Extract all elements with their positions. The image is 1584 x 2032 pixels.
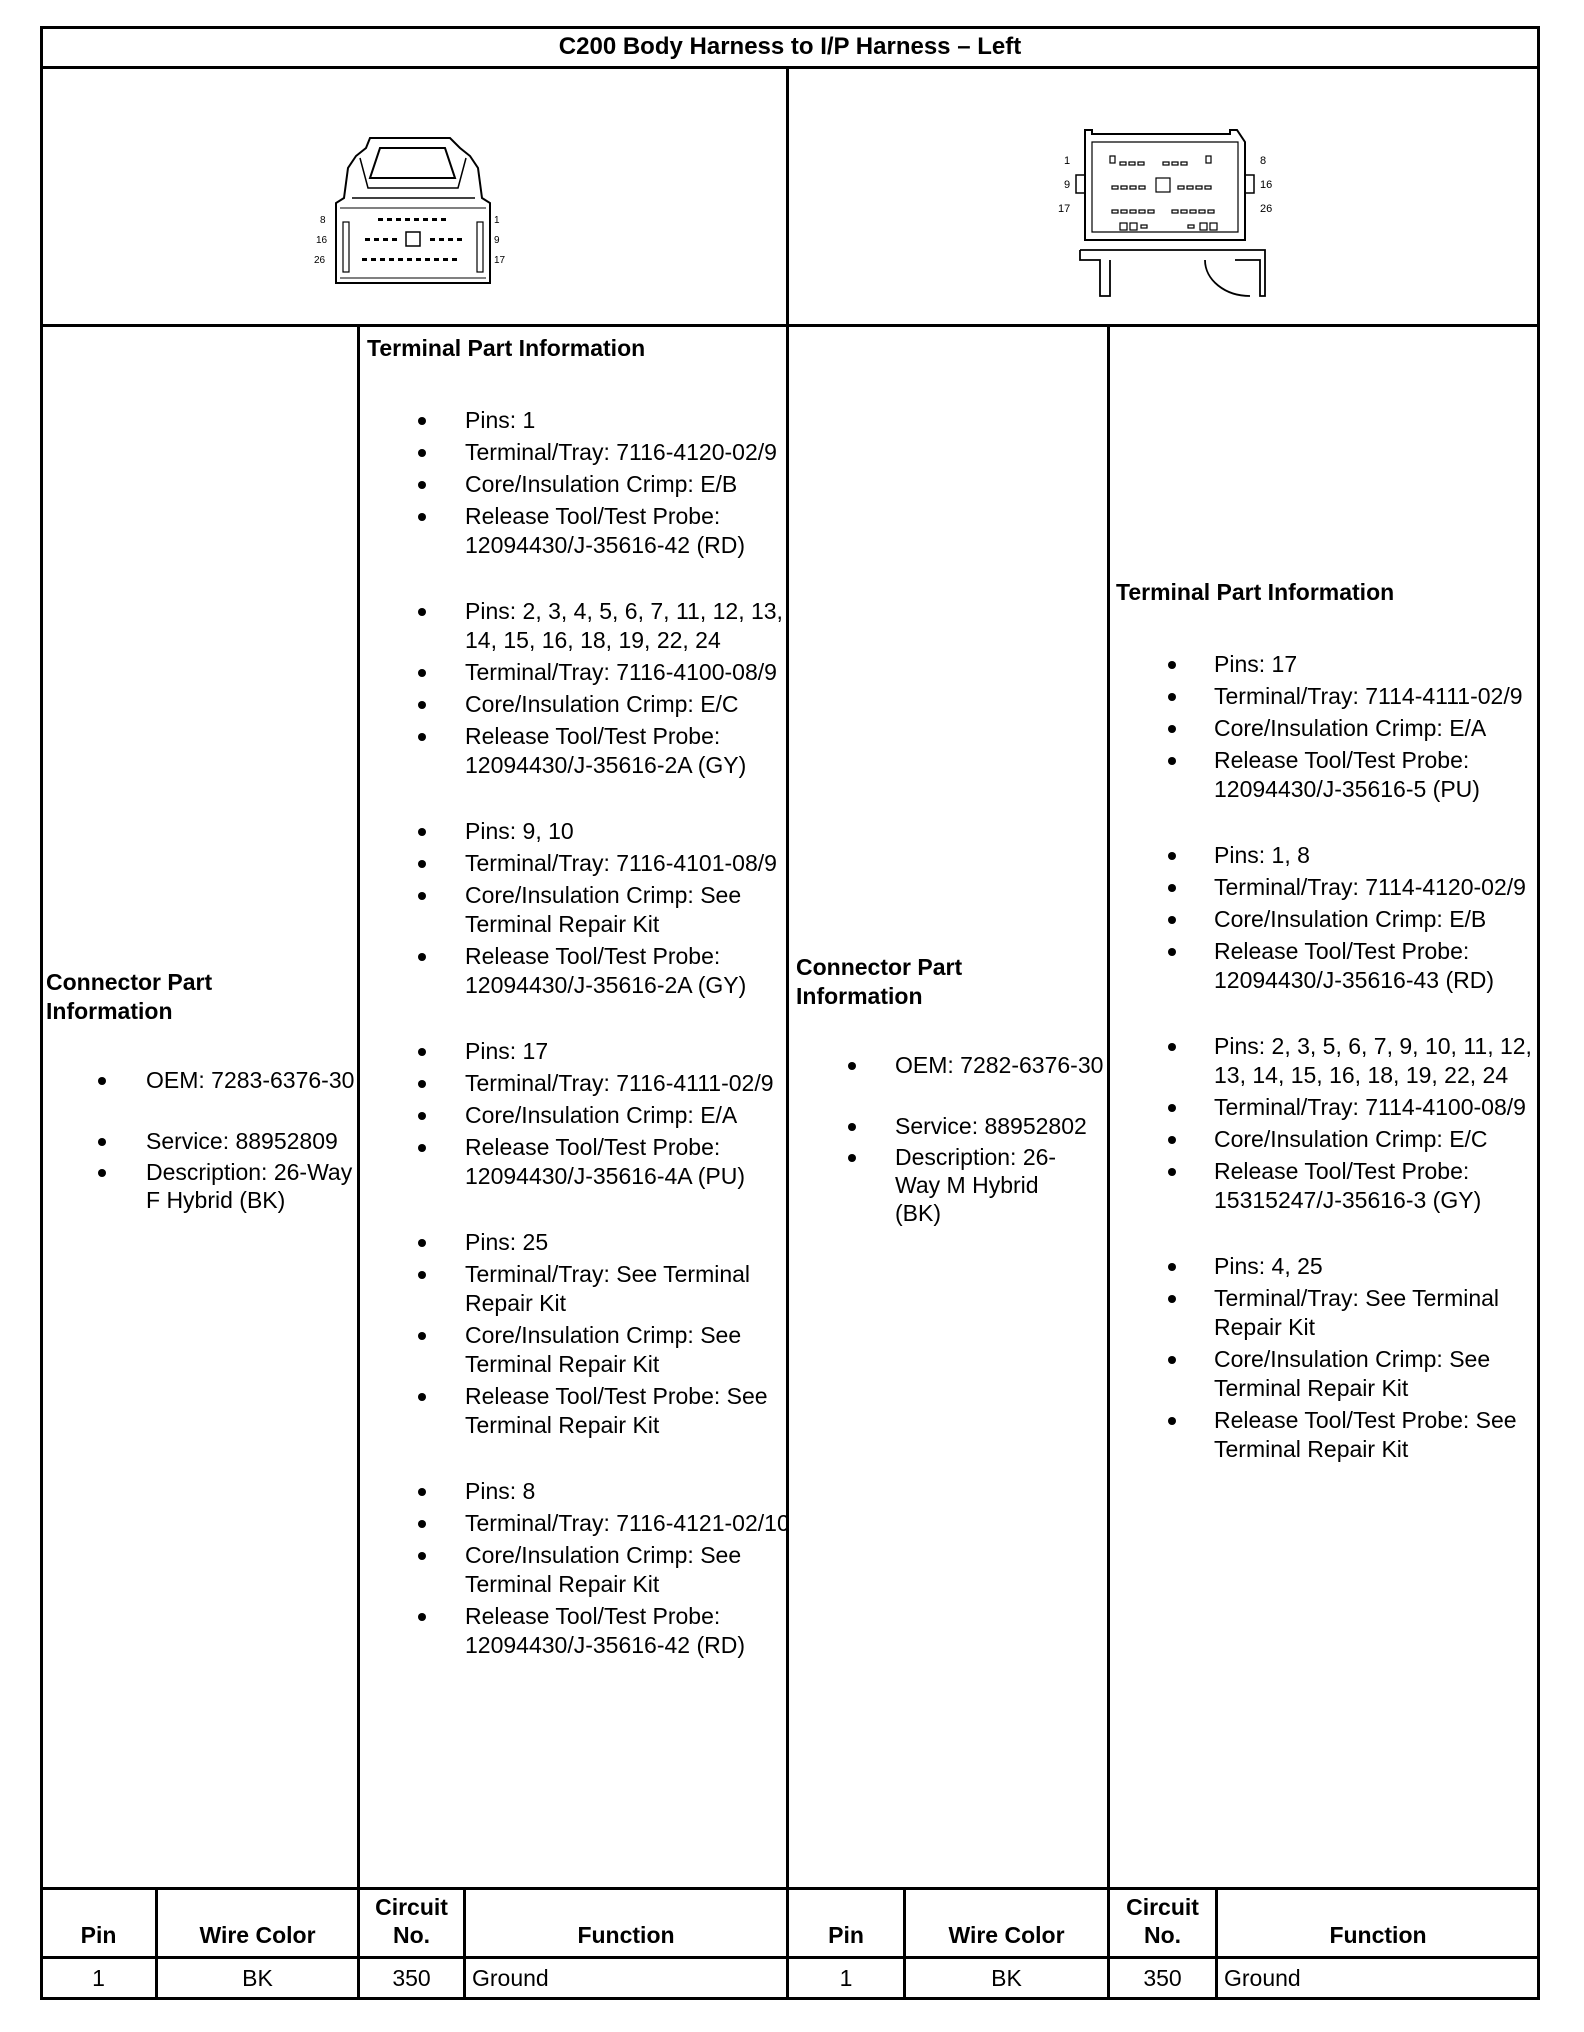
pin-label: 1 [1064,155,1071,167]
bullet-icon [418,1048,426,1056]
bullet-icon [418,1393,426,1401]
bullet-icon [418,953,426,961]
terminal-info-item [420,658,790,687]
divider-right-inner [1107,324,1110,2000]
terminal-info-item [1170,1125,1538,1154]
terminal-info-item [420,1382,790,1440]
terminal-info-text: Release Tool/Test Probe: 15315247/J-35616-3 (GY) [1214,1158,1482,1213]
cell-wire-color: BK [991,1965,1022,1991]
terminal-info-text: Pins: 4, 25 [1214,1253,1323,1279]
pin-label: 16 [1260,179,1273,191]
bullet-icon [1168,1295,1176,1303]
terminal-info-item [1170,1093,1538,1122]
terminal-info-text: Core/Insulation Crimp: See Terminal Repair Kit [465,1542,742,1597]
terminal-info-item [1170,841,1538,870]
right-connector-heading: Connector Part Information [796,954,963,1009]
terminal-info-text: Core/Insulation Crimp: E/A [1214,715,1487,741]
bullet-icon [418,669,426,677]
terminal-info-text: Terminal/Tray: 7116-4100-08/9 [465,659,777,685]
terminal-info-text: Pins: 17 [465,1038,549,1064]
col-header-pin: Pin [828,1922,864,1948]
bullet-icon [1168,1043,1176,1051]
terminal-info-text: Core/Insulation Crimp: E/B [465,471,738,497]
pin-label: 8 [320,215,326,226]
terminal-info-text: Pins: 2, 3, 4, 5, 6, 7, 11, 12, 13, 14, 15, 16, 18, 19, 22, 24 [465,598,783,653]
terminal-info-item [420,1602,790,1660]
left-connector-heading: Connector Part Information [46,969,213,1024]
connector-diagram-right [1050,120,1290,310]
terminal-info-item [420,722,790,780]
cell-circuit: 350 [392,1965,431,1991]
bullet-icon [1168,1104,1176,1112]
cell-wire-color: BK [242,1965,273,1991]
terminal-info-item [420,817,790,846]
terminal-info-item [420,881,790,939]
terminal-info-text: Terminal/Tray: 7114-4120-02/9 [1214,874,1526,900]
bullet-icon [418,1271,426,1279]
terminal-info-item [420,502,790,560]
bullet-icon [418,1332,426,1340]
terminal-info-item [420,1037,790,1066]
terminal-info-text: Release Tool/Test Probe: See Terminal Repair Kit [465,1383,768,1438]
terminal-info-text: Pins: 8 [465,1478,536,1504]
terminal-info-text: Terminal/Tray: 7116-4111-02/9 [465,1070,774,1096]
left-terminal-heading: Terminal Part Information [367,335,646,361]
bullet-icon [848,1154,856,1162]
terminal-info-item [420,1321,790,1379]
terminal-info-text: Release Tool/Test Probe: 12094430/J-35616-42 (RD) [465,1603,746,1658]
terminal-info-item [420,597,790,655]
bullet-icon [1168,916,1176,924]
terminal-info-text: Terminal/Tray: 7116-4101-08/9 [465,850,777,876]
terminal-info-item [1170,1032,1538,1090]
terminal-info-text: Pins: 17 [1214,651,1298,677]
terminal-info-text: Core/Insulation Crimp: E/C [1214,1126,1488,1152]
col-header-circuit-no: Circuit No. [1126,1894,1199,1948]
bullet-icon [1168,1136,1176,1144]
bullet-icon [418,449,426,457]
connector-diagram-left [310,128,530,288]
terminal-info-item [1170,746,1538,804]
right-connector-item: OEM: 7282-6376-30 [895,1052,1104,1078]
col-header-circuit-no: Circuit No. [375,1894,448,1948]
bullet-icon [418,860,426,868]
terminal-info-item [420,438,790,467]
terminal-info-text: Terminal/Tray: 7116-4121-02/10 [465,1510,790,1536]
terminal-info-text: Release Tool/Test Probe: 12094430/J-35616-2A (GY) [465,723,747,778]
right-connector-item: Service: 88952802 [895,1113,1087,1139]
bullet-icon [418,701,426,709]
terminal-info-item [1170,650,1538,679]
terminal-info-item [1170,1406,1538,1464]
terminal-info-item [420,1477,790,1506]
terminal-info-item [1170,1157,1538,1215]
col-header-pin: Pin [80,1922,117,1948]
terminal-info-item [1170,1284,1538,1342]
terminal-info-item [420,1228,790,1257]
terminal-info-text: Terminal/Tray: 7114-4111-02/9 [1214,683,1523,709]
bullet-icon [1168,757,1176,765]
cell-function: Ground [1224,1965,1301,1991]
bullet-icon [1168,661,1176,669]
terminal-info-text: Pins: 9, 10 [465,818,574,844]
terminal-info-item [420,849,790,878]
bullet-icon [418,1520,426,1528]
bullet-icon [98,1169,106,1177]
bullet-icon [418,481,426,489]
terminal-info-item [1170,905,1538,934]
terminal-info-text: Terminal/Tray: See Terminal Repair Kit [465,1261,751,1316]
pin-label: 26 [314,255,326,266]
bullet-icon [1168,1263,1176,1271]
pin-label: 17 [494,255,506,266]
bullet-icon [418,1144,426,1152]
left-terminal-list [420,406,790,1663]
terminal-info-item [420,1541,790,1599]
terminal-info-item [420,406,790,435]
terminal-info-text: Terminal/Tray: 7116-4120-02/9 [465,439,777,465]
pin-label: 9 [1064,179,1071,191]
pin-label: 1 [494,215,500,226]
bullet-icon [1168,884,1176,892]
cell-function: Ground [472,1965,549,1991]
pin-label: 8 [1260,155,1267,167]
divider-table-header [40,1956,1540,1959]
bullet-icon [1168,693,1176,701]
terminal-info-text: Core/Insulation Crimp: See Terminal Repair Kit [465,882,742,937]
col-header-wire-color: Wire Color [948,1922,1065,1948]
bullet-icon [1168,852,1176,860]
pin-label: 9 [494,235,500,246]
right-terminal-list [1170,650,1538,1467]
bullet-icon [1168,1417,1176,1425]
bullet-icon [1168,1356,1176,1364]
bullet-icon [98,1138,106,1146]
bullet-icon [418,1552,426,1560]
terminal-info-item [1170,937,1538,995]
bullet-icon [418,828,426,836]
terminal-info-text: Core/Insulation Crimp: E/C [465,691,739,717]
pin-label: 17 [1058,203,1071,215]
left-connector-item: OEM: 7283-6376-30 [146,1067,355,1093]
terminal-info-item [420,470,790,499]
col-header-wire-color: Wire Color [199,1922,316,1948]
right-terminal-heading: Terminal Part Information [1116,579,1395,605]
pin-label: 16 [316,235,328,246]
left-connector-item: Service: 88952809 [146,1128,338,1154]
terminal-info-text: Release Tool/Test Probe: 12094430/J-35616-42 (RD) [465,503,746,558]
terminal-info-text: Core/Insulation Crimp: E/A [465,1102,738,1128]
bullet-icon [98,1077,106,1085]
terminal-info-text: Core/Insulation Crimp: See Terminal Repair Kit [465,1322,742,1377]
terminal-info-item [420,1133,790,1191]
terminal-info-item [1170,1252,1538,1281]
bullet-icon [418,513,426,521]
terminal-info-item [1170,682,1538,711]
bullet-icon [848,1123,856,1131]
bullet-icon [1168,725,1176,733]
terminal-info-text: Pins: 25 [465,1229,549,1255]
divider-table-top [40,1887,1540,1890]
bullet-icon [1168,948,1176,956]
terminal-info-item [420,1069,790,1098]
bullet-icon [418,733,426,741]
terminal-info-text: Pins: 1, 8 [1214,842,1310,868]
bullet-icon [418,1488,426,1496]
terminal-info-item [420,1101,790,1130]
bullet-icon [1168,1168,1176,1176]
terminal-info-text: Core/Insulation Crimp: See Terminal Repair Kit [1214,1346,1491,1401]
cell-circuit: 350 [1143,1965,1182,1991]
col-header-function: Function [1329,1922,1427,1948]
bullet-icon [848,1062,856,1070]
terminal-info-text: Release Tool/Test Probe: 12094430/J-35616-5 (PU) [1214,747,1480,802]
terminal-info-item [420,1509,790,1538]
terminal-info-text: Pins: 1 [465,407,536,433]
terminal-info-text: Pins: 2, 3, 5, 6, 7, 9, 10, 11, 12, 13, 14, 15, 16, 18, 19, 22, 24 [1214,1033,1532,1088]
divider-diagrams [40,324,1540,327]
terminal-info-text: Release Tool/Test Probe: 12094430/J-35616-2A (GY) [465,943,747,998]
bullet-icon [418,608,426,616]
terminal-info-text: Release Tool/Test Probe: 12094430/J-35616-43 (RD) [1214,938,1495,993]
left-connector-item: Description: 26-Way F Hybrid (BK) [146,1159,353,1213]
cell-pin: 1 [839,1965,853,1991]
bullet-icon [418,417,426,425]
terminal-info-text: Release Tool/Test Probe: See Terminal Repair Kit [1214,1407,1517,1462]
terminal-info-item [1170,873,1538,902]
bullet-icon [418,892,426,900]
terminal-info-item [420,942,790,1000]
terminal-info-item [1170,1345,1538,1403]
col-header-function: Function [577,1922,675,1948]
right-connector-item: Description: 26-Way M Hybrid (BK) [895,1144,1057,1226]
terminal-info-item [1170,714,1538,743]
page-title: C200 Body Harness to I/P Harness – Left [558,33,1022,60]
bullet-icon [418,1239,426,1247]
cell-pin: 1 [92,1965,105,1991]
bullet-icon [418,1080,426,1088]
pin-label: 26 [1260,203,1273,215]
terminal-info-item [420,1260,790,1318]
terminal-info-text: Terminal/Tray: See Terminal Repair Kit [1214,1285,1500,1340]
terminal-info-text: Release Tool/Test Probe: 12094430/J-35616-4A (PU) [465,1134,746,1189]
bullet-icon [418,1613,426,1621]
terminal-info-item [420,690,790,719]
bullet-icon [418,1112,426,1120]
terminal-info-text: Terminal/Tray: 7114-4100-08/9 [1214,1094,1526,1120]
terminal-info-text: Core/Insulation Crimp: E/B [1214,906,1487,932]
